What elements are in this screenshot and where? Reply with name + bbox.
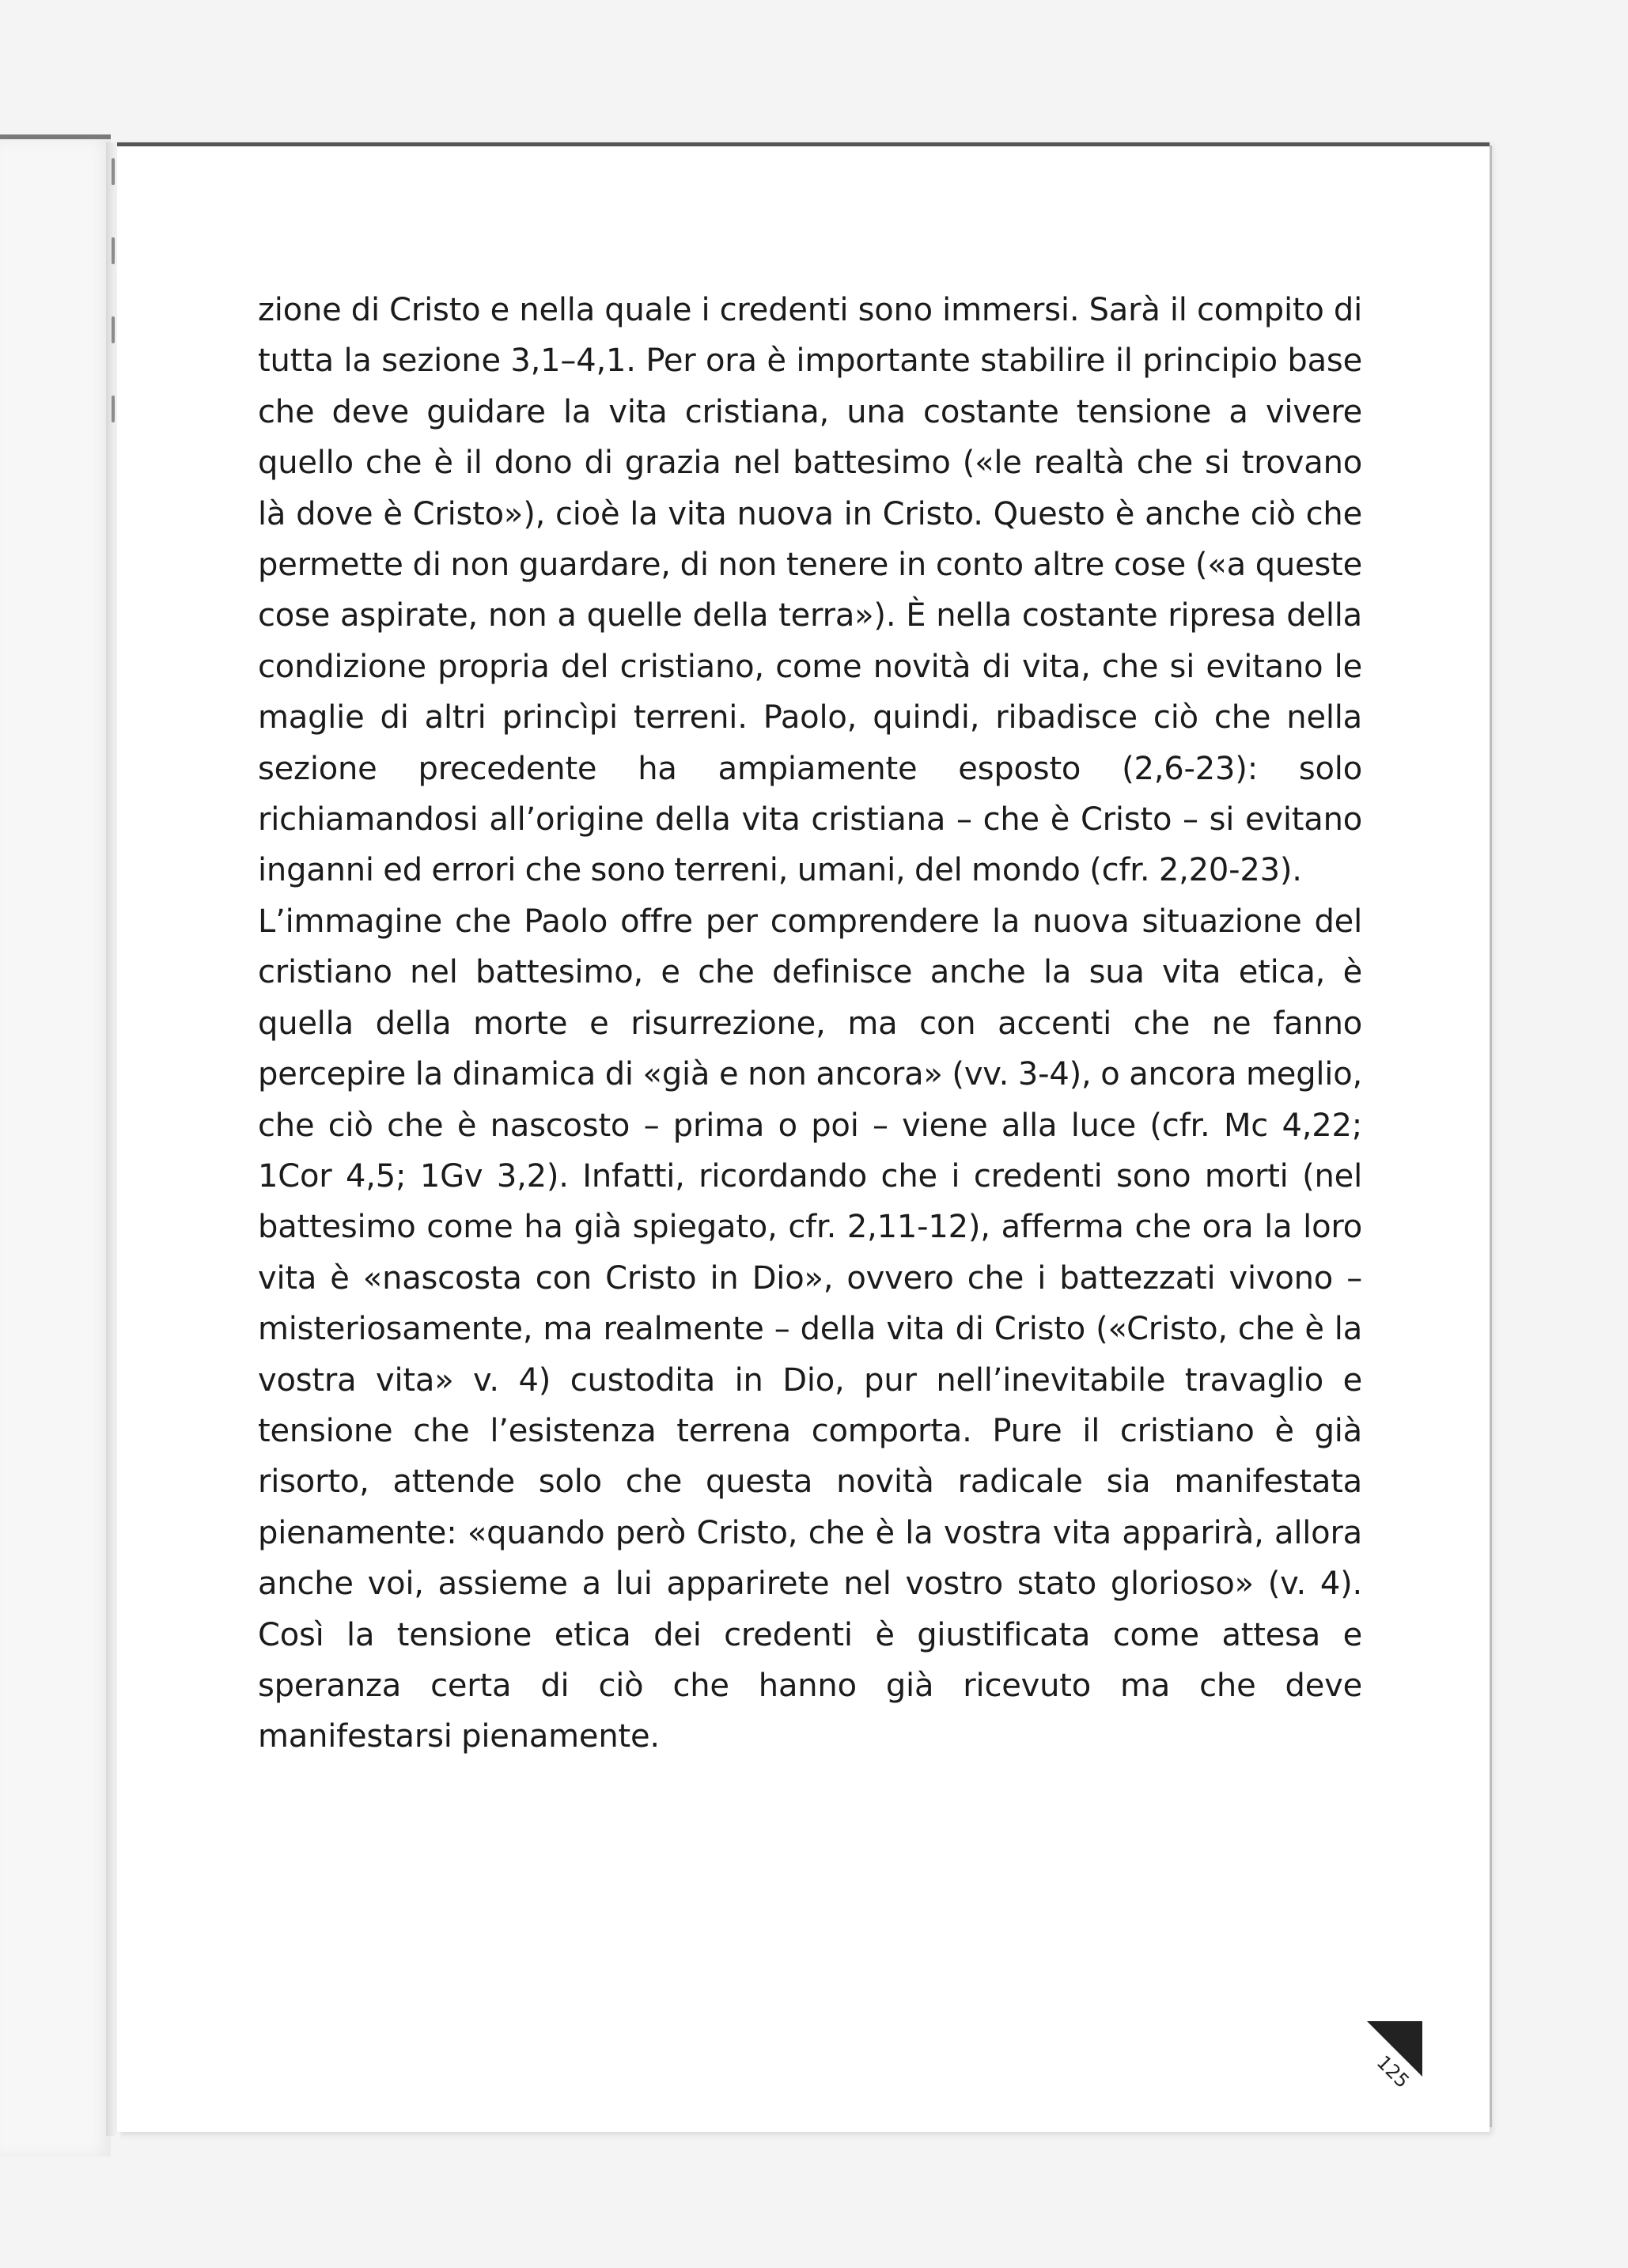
binding-stitch xyxy=(112,237,115,264)
page-number: 125 xyxy=(1372,2050,1414,2093)
left-page-edge xyxy=(0,134,111,2156)
binding-stitch xyxy=(112,316,115,343)
binding-stitch xyxy=(112,158,115,185)
binding-stitch xyxy=(112,396,115,422)
book-page xyxy=(117,142,1490,2132)
page-edge xyxy=(1490,146,1492,2127)
body-text xyxy=(258,285,1362,1763)
paragraph-2: L’immagine che Paolo offre per comprendere la nuova situazione del cristiano nel battesimo, e che definisce anche la sua vita etica, è quella della morte e risurrezione, ma con accenti che ne fanno percepire la dinamica di «già e non ancora» (vv. 3-4), o ancora meglio, che ciò che è nascosto – prima o poi – viene alla luce (cfr. Mc 4,22; 1Cor 4,5; 1Gv 3,2). Infatti, ricordando che i credenti sono morti (nel battesimo come ha già spiegato, cfr. 2,11-12), afferma che ora la loro vita è «nascosta con Cristo in Dio», ovvero che i battezzati vivono – misteriosamente, ma realmente – della vita di Cristo («Cristo, che è la vostra vita» v. 4) custodita in Dio, pur nell’inevitabile travaglio e tensione che l’esistenza terrena comporta. Pure il cristiano è già risorto, attende solo che questa novità radicale sia manifestata pienamente: «quando però Cristo, che è la vostra vita apparirà, allora anche voi, assieme a lui apparirete nel vostro stato glorioso» (v. 4). Così la tensione etica dei credenti è giustificata come attesa e speranza certa di ciò che hanno già ricevuto ma che deve manifestarsi pienamente. xyxy=(258,903,1362,1755)
paragraph-1: zione di Cristo e nella quale i credenti sono immersi. Sarà il compito di tutta la sezione 3,1–4,1. Per ora è importante stabilire il principio base che deve guidare la vita cristiana, una costante tensione a vivere quello che è il dono di grazia nel battesimo («le realtà che si trovano là dove è Cristo»), cioè la vita nuova in Cristo. Questo è anche ciò che permette di non guardare, di non tenere in conto altre cose («a queste cose aspirate, non a quelle della terra»). È nella costante ripresa della condizione propria del cristiano, come novità di vita, che si evitano le maglie di altri princìpi terreni. Paolo, quindi, ribadisce ciò che nella sezione precedente ha ampiamente esposto (2,6-23): solo richiamandosi all’origine della vita cristiana – che è Cristo – si evitano inganni ed errori che sono terreni, umani, del mondo (cfr. 2,20-23). xyxy=(258,292,1362,889)
